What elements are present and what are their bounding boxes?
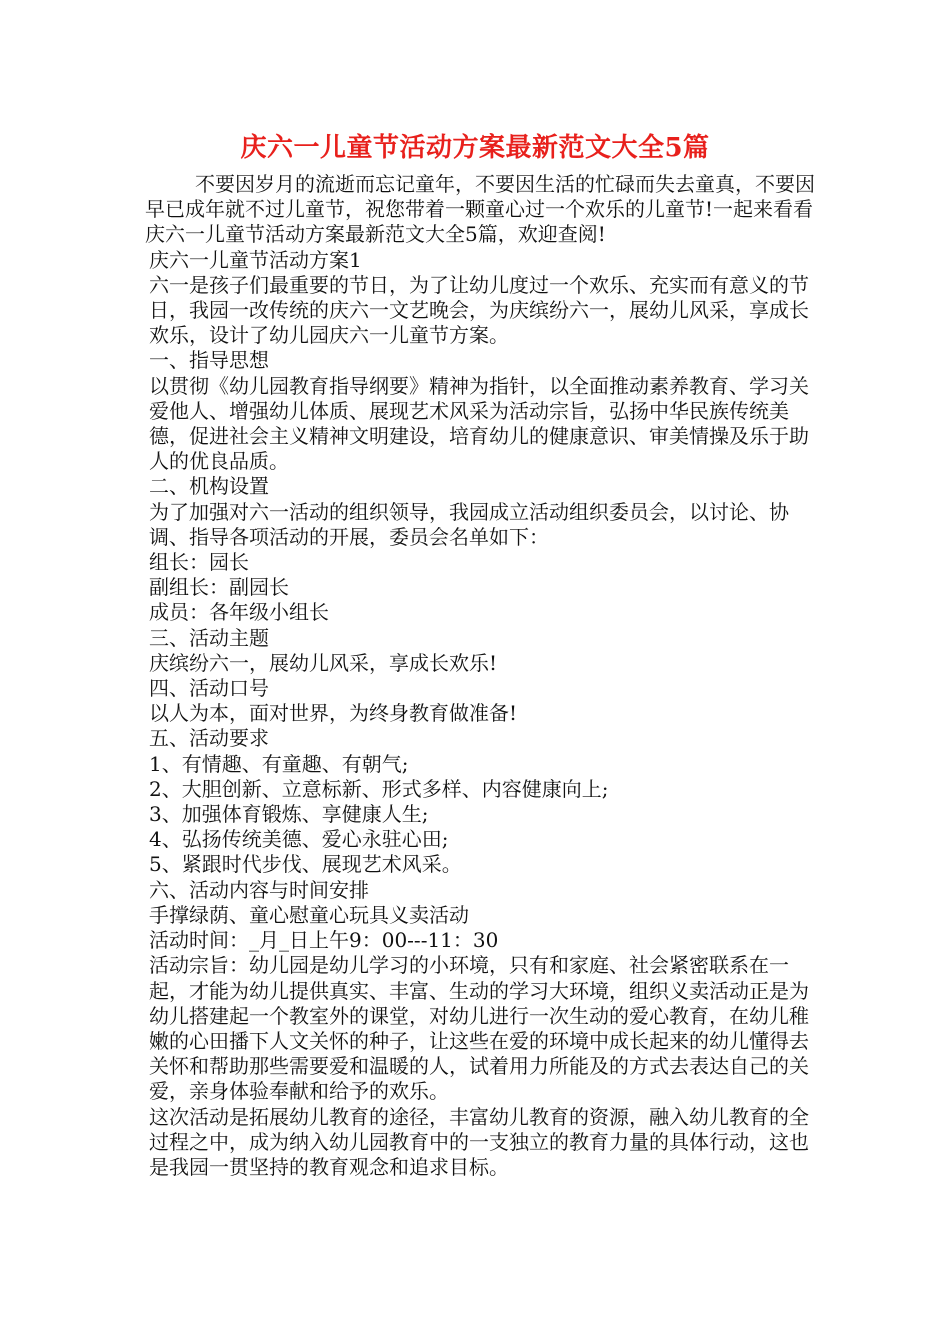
requirement-item: 1、有情趣、有童趣、有朝气; <box>149 751 409 776</box>
activity-time: 活动时间：_月_日上午9：00---11：30 <box>149 928 499 953</box>
slogan-paragraph: 以人为本，面对世界，为终身教育做准备! <box>149 701 518 726</box>
section-paragraph: 六一是孩子们最重要的节日，为了让幼儿度过一个欢乐、充实而有意义的节日，我园一改传统的庆六一文艺晚会，为庆缤纷六一，展幼儿风采，享成长欢乐，设计了幼儿园庆六一儿童节方案。 <box>149 272 809 348</box>
activity-purpose: 活动宗旨：幼儿园是幼儿学习的小环境，只有和家庭、社会紧密联系在一起，才能为幼儿提供真实、丰富、生动的学习大环境，组织义卖活动正是为幼儿搭建起一个教室外的课堂，对幼儿进行一次生动的爱心教育，在幼儿稚嫩的心田播下人文关怀的种子，让这些在爱的环境中成长起来的幼儿懂得去关怀和帮助那些需要爱和温暖的人，试着用力所能及的方式去表达自己的关爱，亲身体验奉献和给予的欢乐。 <box>149 953 809 1104</box>
content-heading: 六、活动内容与时间安排 <box>149 877 369 902</box>
requirement-item: 3、加强体育锻炼、享健康人生; <box>149 802 429 827</box>
requirement-item: 2、大胆创新、立意标新、形式多样、内容健康向上; <box>149 776 609 801</box>
org-deputy: 副组长：副园长 <box>149 575 289 600</box>
activity-name: 手撑绿荫、童心慰童心玩具义卖活动 <box>149 902 469 927</box>
theme-paragraph: 庆缤纷六一，展幼儿风采，享成长欢乐! <box>149 650 498 675</box>
slogan-heading: 四、活动口号 <box>149 676 269 701</box>
intro-paragraph: 不要因岁月的流逝而忘记童年，不要因生活的忙碌而失去童真，不要因早已成年就不过儿童节，祝您带着一颗童心过一个欢乐的儿童节!一起来看看庆六一儿童节活动方案最新范文大全5篇，欢迎查阅! <box>145 172 815 247</box>
guiding-heading: 一、指导思想 <box>149 348 269 373</box>
section-heading: 庆六一儿童节活动方案1 <box>149 247 362 272</box>
guiding-paragraph: 以贯彻《幼儿园教育指导纲要》精神为指针，以全面推动素养教育、学习关爱他人、增强幼儿体质、展现艺术风采为活动宗旨，弘扬中华民族传统美德，促进社会主义精神文明建设，培育幼儿的健康意识、审美情操及乐于助人的优良品质。 <box>149 373 809 474</box>
theme-heading: 三、活动主题 <box>149 625 269 650</box>
requirement-item: 5、紧跟时代步伐、展现艺术风采。 <box>149 852 462 877</box>
requirements-heading: 五、活动要求 <box>149 726 269 751</box>
activity-summary: 这次活动是拓展幼儿教育的途径，丰富幼儿教育的资源，融入幼儿教育的全过程之中，成为纳入幼儿园教育中的一支独立的教育力量的具体行动，这也是我园一贯坚持的教育观念和追求目标。 <box>149 1104 809 1179</box>
document-body <box>145 172 815 1180</box>
org-paragraph: 为了加强对六一活动的组织领导，我园成立活动组织委员会，以讨论、协调、指导各项活动的开展，委员会名单如下： <box>149 499 789 549</box>
org-heading: 二、机构设置 <box>149 474 269 499</box>
document-title: 庆六一儿童节活动方案最新范文大全5篇 <box>240 133 710 163</box>
org-members: 成员：各年级小组长 <box>149 600 329 625</box>
requirement-item: 4、弘扬传统美德、爱心永驻心田; <box>149 827 449 852</box>
org-leader: 组长：园长 <box>149 550 249 575</box>
